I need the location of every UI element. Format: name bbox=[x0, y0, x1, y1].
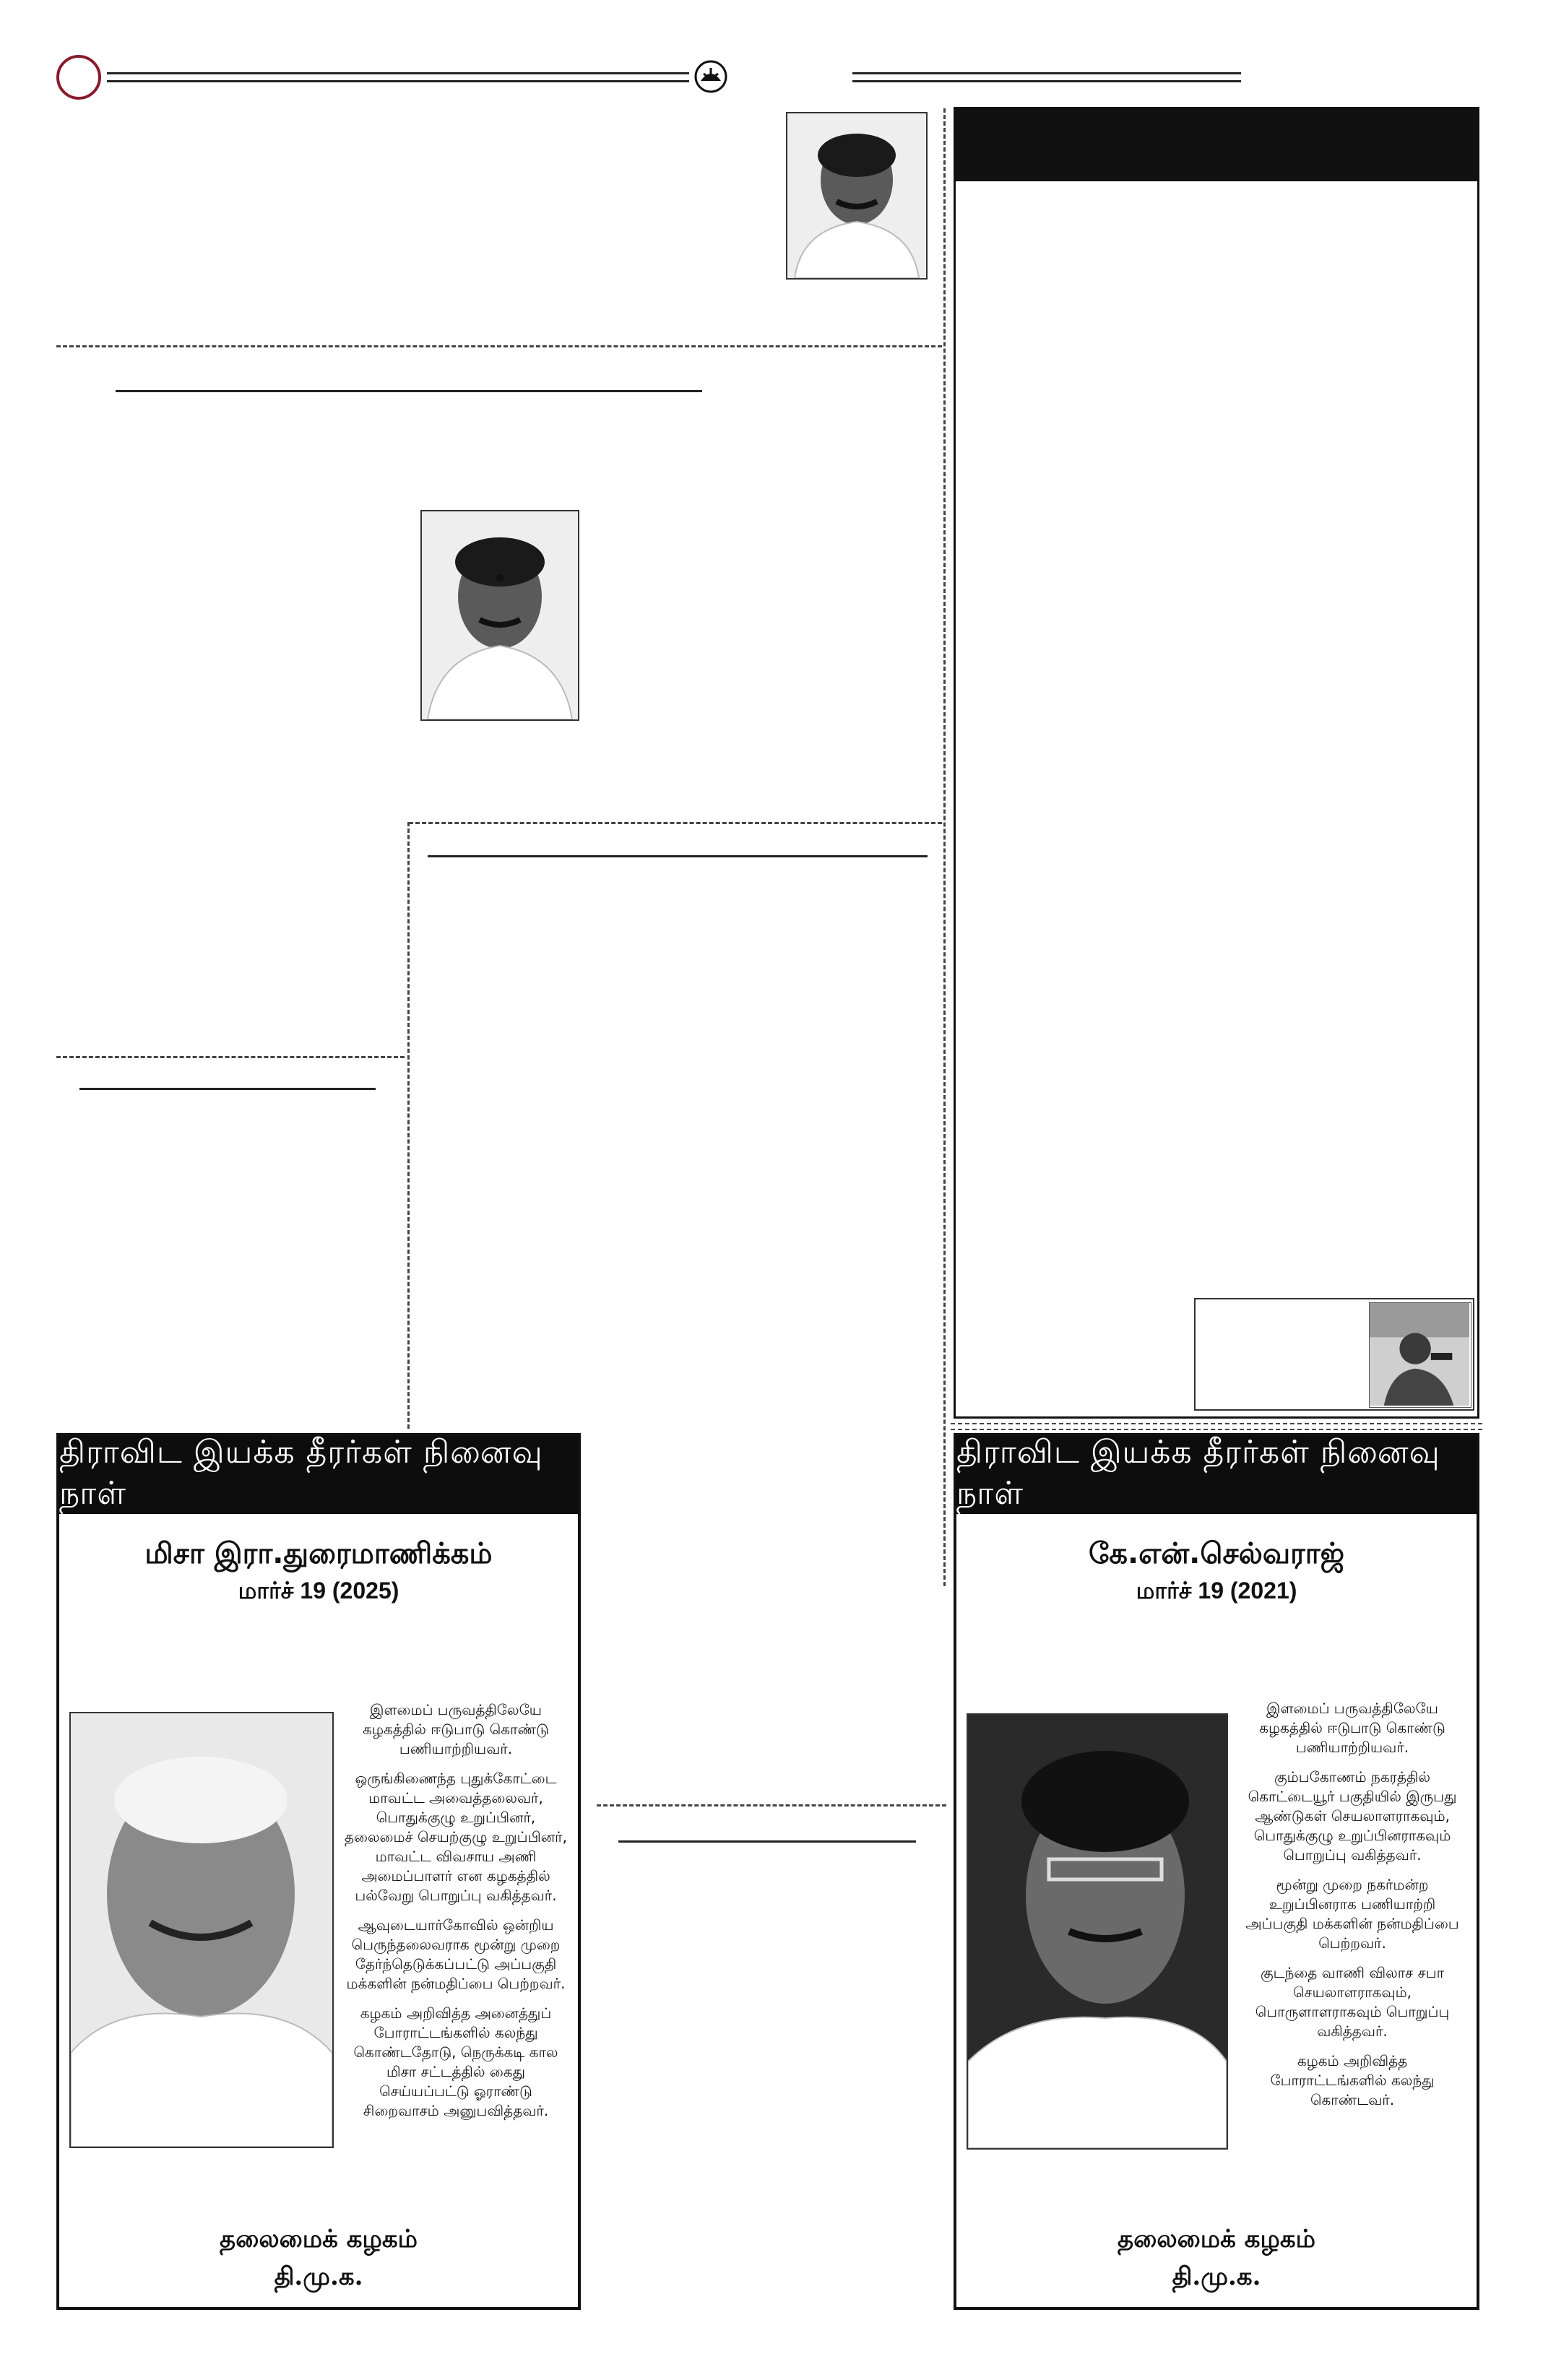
rising-sun-emblem-icon bbox=[693, 59, 728, 94]
author-info-box bbox=[1194, 1298, 1474, 1411]
column-divider bbox=[943, 108, 946, 1586]
bio-paragraph: கழகம் அறிவித்த போராட்டங்களில் கலந்து கொண்டவர். bbox=[1270, 2052, 1435, 2108]
bio-paragraph: ஒருங்கிணைந்த புதுக்கோட்டை மாவட்ட அவைத்தலைவர், பொதுக்குழு உறுப்பினர், தலைமைச் செயற்குழு உறுப்பினர், மாவட்ட விவசாய அணி அமைப்பாளர் என கழகத்தில் பல்வேறு பொறுப்பு வகித்தவர். bbox=[345, 1770, 567, 1904]
memorial-portrait bbox=[967, 1713, 1228, 2150]
portrait-photo-middle bbox=[420, 510, 579, 721]
section-divider bbox=[56, 345, 942, 347]
memorial-portrait bbox=[69, 1712, 334, 2148]
footer-party: தி.மு.க. bbox=[274, 2262, 363, 2291]
bio-paragraph: குடந்தை வாணி விலாச சபா செயலாளராகவும், பொருளாளராகவும் பொறுப்பு வகித்தவர். bbox=[1255, 1964, 1450, 2040]
section-divider bbox=[409, 822, 942, 824]
memorial-date: மார்ச் 19 (2021) bbox=[1136, 1578, 1297, 1604]
headline-rule bbox=[116, 390, 702, 392]
section-divider bbox=[56, 1056, 405, 1058]
article-header-bar bbox=[956, 109, 1477, 181]
memorial-date: மார்ச் 19 (2025) bbox=[238, 1578, 399, 1604]
masthead-rule-right bbox=[852, 72, 1241, 82]
memorial-bio bbox=[342, 1700, 569, 2131]
right-column-article-box bbox=[954, 107, 1479, 1419]
memorial-banner: திராவிட இயக்க தீரர்கள் நினைவு நாள் bbox=[956, 1436, 1477, 1514]
headline-rule bbox=[428, 855, 928, 857]
memorial-banner: திராவிட இயக்க தீரர்கள் நினைவு நாள் bbox=[59, 1436, 578, 1514]
memorial-bio bbox=[1240, 1699, 1465, 2120]
portrait-photo-top bbox=[786, 112, 928, 280]
page-number-circle-icon bbox=[56, 55, 101, 100]
bio-paragraph: இளமைப் பருவத்திலேயே கழகத்தில் ஈடுபாடு கொண்டு பணியாற்றியவர். bbox=[363, 1701, 549, 1757]
bio-paragraph: கும்பகோணம் நகரத்தில் கொட்டையூர் பகுதியில் இருபது ஆண்டுகள் செயலாளராகவும், பொதுக்குழு உறுப்பினராகவும் பொறுப்பு வகித்தவர். bbox=[1248, 1768, 1457, 1864]
memorial-footer bbox=[956, 2220, 1477, 2295]
headline-rule bbox=[79, 1088, 376, 1090]
bio-paragraph: ஆவுடையார்கோவில் ஒன்றிய பெருந்தலைவராக மூன்று முறை தேர்ந்தெடுக்கப்பட்டு அப்பகுதி மக்களின் நன்மதிப்பை பெற்றவர். bbox=[346, 1916, 566, 1992]
bio-paragraph: இளமைப் பருவத்திலேயே கழகத்தில் ஈடுபாடு கொண்டு பணியாற்றியவர். bbox=[1259, 1700, 1445, 1756]
memorial-footer bbox=[59, 2220, 578, 2295]
footer-party: தி.மு.க. bbox=[1172, 2262, 1261, 2291]
bio-paragraph: கழகம் அறிவித்த அனைத்துப் போராட்டங்களில் கலந்து கொண்டதோடு, நெருக்கடி கால மிசா சட்டத்தில் கைது செய்யப்பட்டு ஓராண்டு சிறைவாசம் அனுபவித்தவர். bbox=[353, 2004, 558, 2119]
bio-paragraph: மூன்று முறை நகர்மன்ற உறுப்பினராக பணியாற்றி அப்பகுதி மக்களின் நன்மதிப்பை பெற்றவர். bbox=[1245, 1876, 1459, 1952]
column-double-rule bbox=[951, 1423, 1482, 1430]
section-divider bbox=[597, 1804, 946, 1806]
footer-org: தலைமைக் கழகம் bbox=[220, 2225, 418, 2254]
column-divider bbox=[407, 822, 410, 1429]
author-photo bbox=[1369, 1302, 1471, 1408]
memorial-box-left bbox=[56, 1433, 581, 2310]
memorial-box-right bbox=[954, 1433, 1479, 2310]
memorial-name: மிசா இரா.துரைமாணிக்கம் bbox=[144, 1537, 493, 1570]
masthead-rule-left bbox=[107, 72, 689, 82]
footer-org: தலைமைக் கழகம் bbox=[1118, 2225, 1315, 2254]
memorial-name: கே.என்.செல்வராஜ் bbox=[1088, 1537, 1345, 1570]
headline-rule bbox=[618, 1840, 916, 1843]
